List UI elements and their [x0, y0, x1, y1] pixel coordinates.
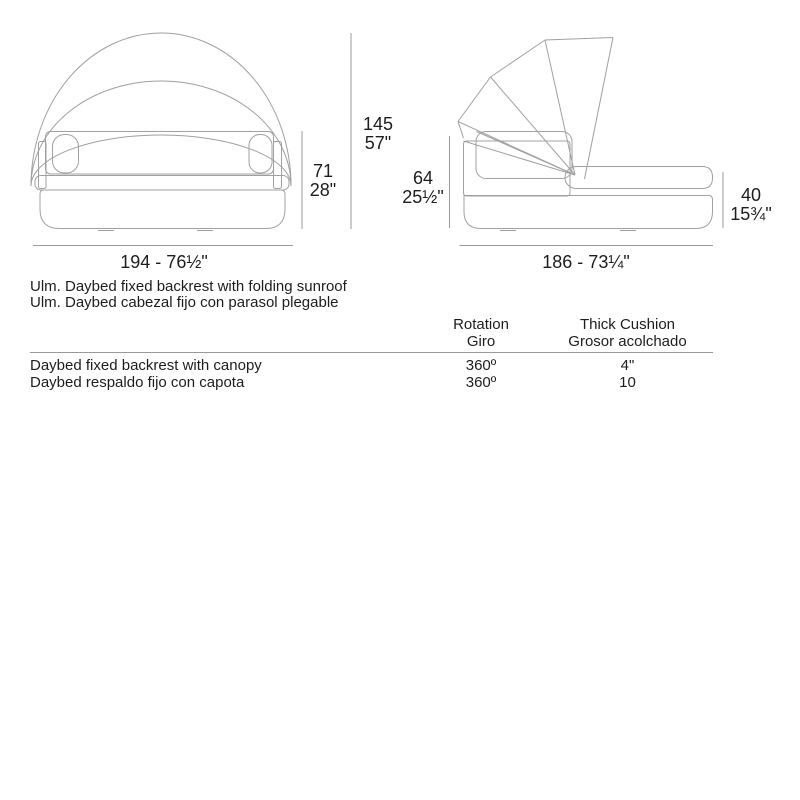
front-view-drawing [31, 33, 291, 231]
cushion-right [249, 135, 272, 174]
dim-label-side-length: 186 - 73¼" [542, 252, 630, 272]
dim-label-front-backrest-height [310, 162, 336, 199]
row-rotation: 360º [465, 357, 497, 374]
spec-table-body [30, 353, 713, 391]
dim-value-in: 25½" [402, 186, 444, 207]
sunroof-fan [458, 38, 613, 180]
header-cushion-en: Thick Cushion [579, 316, 676, 333]
header-spacer [30, 316, 420, 350]
side-view-drawing [458, 38, 713, 231]
dim-label-side-backrest-height [402, 169, 443, 206]
seat [565, 167, 712, 189]
header-rotation-en: Rotation [453, 316, 509, 333]
backrest-cushion [476, 132, 572, 179]
cushion-left [53, 135, 79, 174]
base [40, 190, 285, 229]
spec-table [30, 316, 713, 391]
side-panel-right [274, 142, 282, 189]
row-label: Daybed respaldo fijo con capota [30, 374, 245, 391]
header-cushion-es: Grosor acolchado [568, 333, 687, 350]
backrest-frame [464, 141, 571, 196]
row-cushion: 4" [620, 357, 635, 374]
canopy-arc-open [31, 33, 291, 186]
table-row [30, 374, 713, 391]
product-title [30, 279, 347, 310]
product-title-en: Ulm. Daybed fixed backrest with folding sunroof [30, 278, 347, 295]
dim-value-in: 57" [364, 132, 392, 153]
mattress [35, 176, 289, 191]
row-cushion: 10 [619, 374, 636, 391]
base [464, 196, 713, 229]
canopy-arc-mid [31, 81, 291, 186]
dim-value-cm: 71 [312, 161, 334, 181]
dim-label-seat-height [730, 186, 771, 223]
dim-label-front-width: 194 - 76½" [120, 252, 208, 272]
row-rotation: 360º [465, 374, 497, 391]
dim-value-cm: 40 [740, 185, 762, 205]
spec-table-header [30, 316, 713, 350]
header-rotation-es: Giro [466, 333, 496, 350]
dim-value-cm: 145 [362, 114, 394, 134]
header-cushion [542, 316, 713, 350]
dim-label-total-height [363, 115, 393, 152]
product-title-es: Ulm. Daybed cabezal fijo con parasol plegable [30, 293, 339, 311]
dim-value-in: 15¾" [730, 203, 772, 224]
side-panel-left [39, 142, 47, 189]
dim-value-cm: 64 [412, 168, 434, 188]
row-label: Daybed fixed backrest with canopy [30, 357, 262, 374]
header-rotation [420, 316, 542, 350]
backrest [46, 132, 274, 175]
table-row [30, 357, 713, 374]
canopy-arc-folded [31, 135, 291, 186]
dim-value-in: 28" [309, 179, 337, 200]
